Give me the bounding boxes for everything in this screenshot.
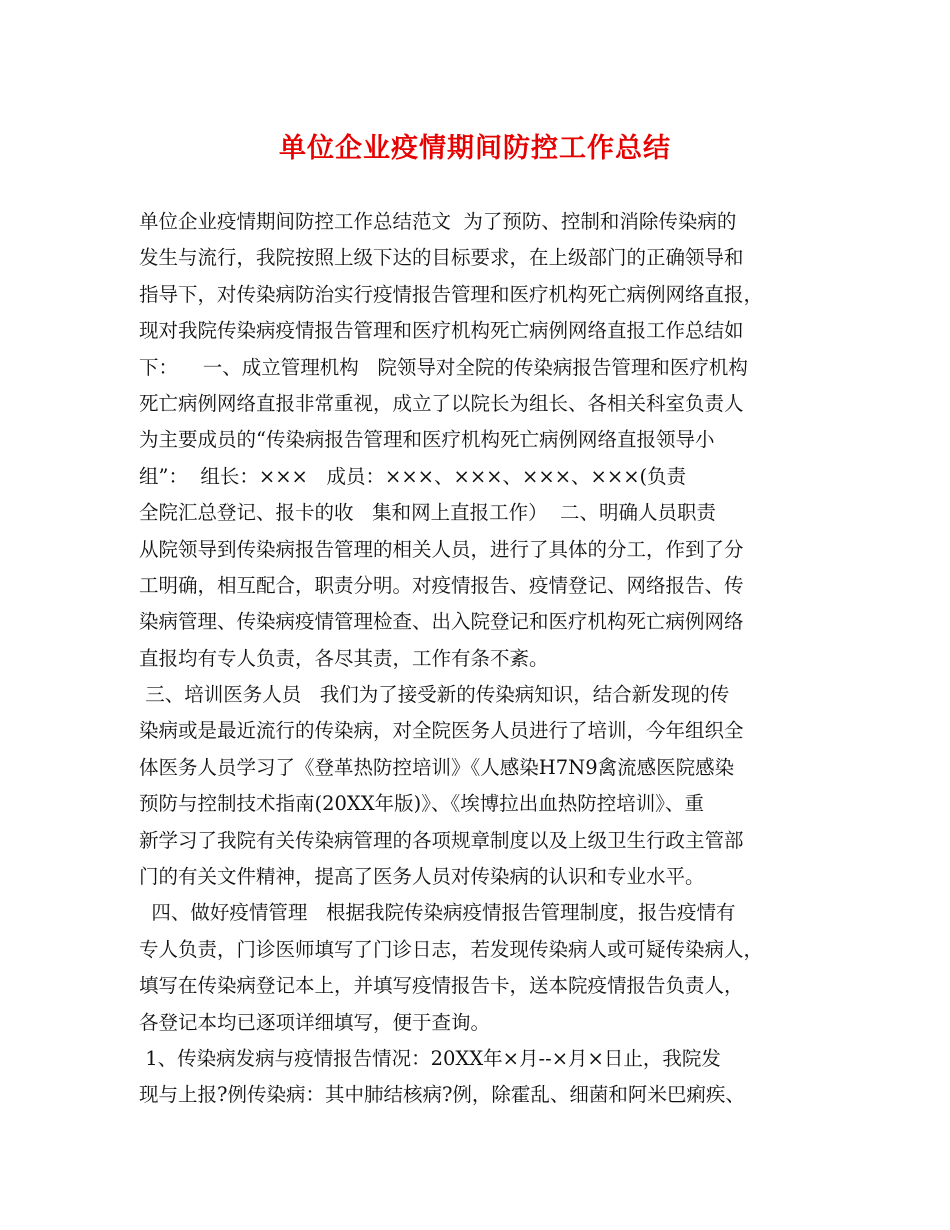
body-line: 发生与流行，我院按照上级下达的目标要求，在上级部门的正确领导和 — [139, 246, 744, 270]
body-line: 下： 一、成立管理机构 院领导对全院的传染病报告管理和医疗机构 — [139, 355, 748, 379]
body-line: 染病管理、传染病疫情管理检查、出入院登记和医疗机构死亡病例网络 — [139, 610, 744, 634]
document-title: 单位企业疫情期间防控工作总结 — [279, 133, 671, 164]
body-line: 直报均有专人负责，各尽其责，工作有条不紊。 — [139, 646, 549, 670]
body-line: 各登记本均已逐项详细填写，便于查询。 — [139, 1010, 491, 1034]
body-line: 全院汇总登记、报卡的收 集和网上直报工作） 二、明确人员职责 — [139, 501, 716, 525]
body-line: 新学习了我院有关传染病管理的各项规章制度以及上级卫生行政主管部 — [139, 828, 744, 852]
body-line: 1、传染病发病与疫情报告情况：20XX年×月--×月×日止，我院发 — [139, 1046, 721, 1070]
body-line: 体医务人员学习了《登革热防控培训》《人感染H7N9禽流感医院感染 — [139, 755, 735, 779]
body-line: 填写在传染病登记本上，并填写疫情报告卡，送本院疫情报告负责人， — [139, 974, 744, 998]
body-line: 死亡病例网络直报非常重视，成立了以院长为组长、各相关科室负责人 — [139, 391, 744, 415]
body-line: 现对我院传染病疫情报告管理和医疗机构死亡病例网络直报工作总结如 — [139, 319, 744, 343]
body-line: 专人负责，门诊医师填写了门诊日志，若发现传染病人或可疑传染病人， — [139, 937, 764, 961]
body-line: 四、做好疫情管理 根据我院传染病疫情报告管理制度，报告疫情有 — [139, 901, 736, 925]
body-line: 单位企业疫情期间防控工作总结范文 为了预防、控制和消除传染病的 — [139, 210, 737, 233]
body-line: 现与上报?例传染病：其中肺结核病?例，除霍乱、细菌和阿米巴痢疾、 — [139, 1083, 745, 1107]
body-line: 预防与控制技术指南(20XX年版)》、《埃博拉出血热防控培训》、重 — [139, 792, 705, 816]
body-line: 组”： 组长：××× 成员：×××、×××、×××、×××(负责 — [139, 464, 687, 488]
document-body — [139, 204, 829, 1114]
body-line: 指导下，对传染病防治实行疫情报告管理和医疗机构死亡病例网络直报， — [139, 282, 764, 306]
body-line: 门的有关文件精神，提高了医务人员对传染病的认识和专业水平。 — [139, 865, 705, 889]
body-line: 从院领导到传染病报告管理的相关人员，进行了具体的分工，作到了分 — [139, 537, 744, 561]
body-line: 为主要成员的“传染病报告管理和医疗机构死亡病例网络直报领导小 — [139, 428, 715, 452]
body-line: 工明确，相互配合，职责分明。对疫情报告、疫情登记、网络报告、传 — [139, 573, 744, 597]
body-line: 染病或是最近流行的传染病，对全院医务人员进行了培训，今年组织全 — [139, 719, 744, 743]
body-line: 三、培训医务人员 我们为了接受新的传染病知识，结合新发现的传 — [139, 683, 730, 707]
